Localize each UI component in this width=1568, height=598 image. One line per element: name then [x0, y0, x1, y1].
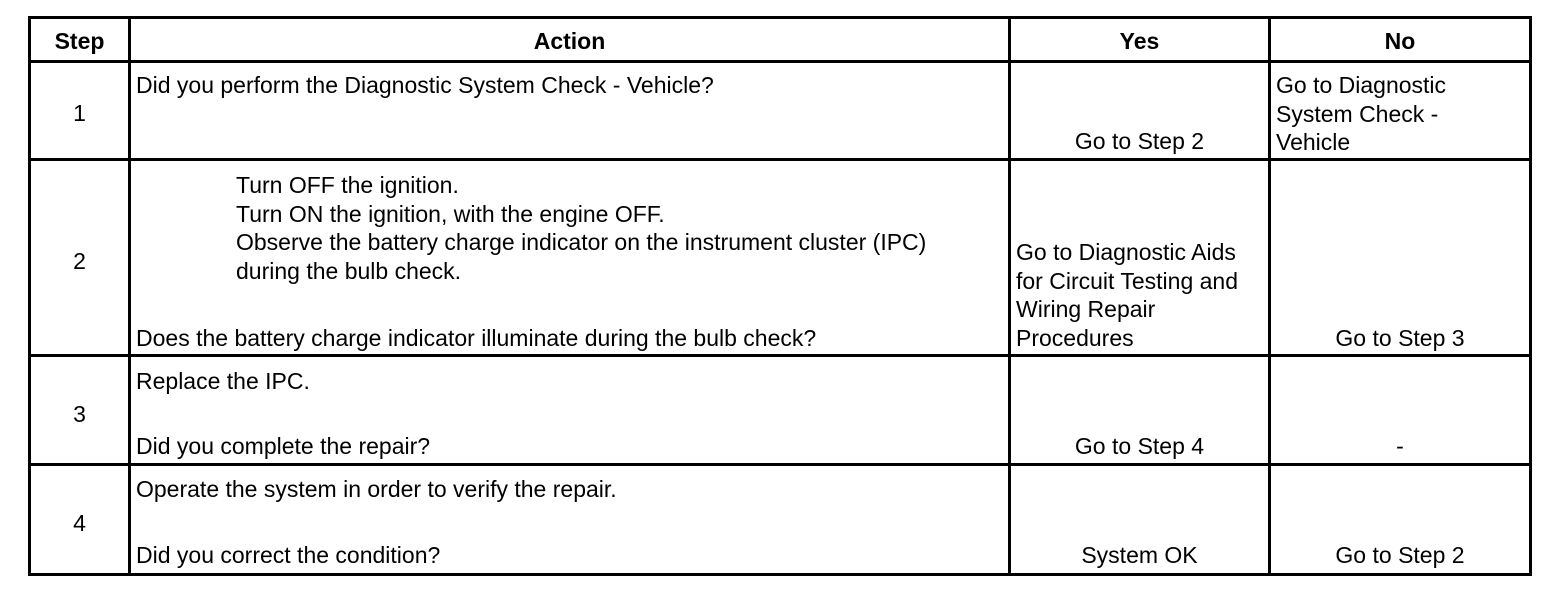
no-line: System Check - [1276, 100, 1439, 127]
action-line: Did you perform the Diagnostic System Check - Vehicle? [136, 72, 714, 98]
no-result [1271, 432, 1529, 461]
action-question: Did you complete the repair? [136, 433, 431, 459]
yes-line: Go to Diagnostic Aids [1016, 239, 1236, 265]
no-result [1276, 71, 1446, 157]
step-number: 2 [73, 248, 86, 274]
action-line: during the bulb check. [236, 257, 462, 284]
yes-line: Go to Step 4 [1074, 433, 1205, 459]
row-divider [31, 60, 1529, 63]
action-question: Does the battery charge indicator illuminate during the bulb check? [136, 325, 817, 351]
diagnostic-table [28, 16, 1532, 576]
header-action: Action [533, 28, 606, 54]
yes-line: Go to Step 2 [1074, 128, 1205, 154]
yes-result [1011, 127, 1268, 156]
header-yes: Yes [1119, 28, 1160, 54]
action-text [236, 171, 926, 285]
yes-line: Wiring Repair [1016, 296, 1156, 322]
no-line: Go to Step 3 [1335, 325, 1465, 351]
action-line: Replace the IPC. [136, 368, 310, 394]
yes-result [1011, 432, 1268, 461]
action-line: Observe the battery charge indicator on the instrument cluster (IPC) [236, 229, 927, 255]
row-divider [31, 354, 1529, 357]
action-text [136, 475, 617, 504]
action-line: Operate the system in order to verify the repair. [136, 476, 617, 502]
column-divider [128, 19, 131, 573]
header-step: Step [54, 28, 105, 54]
step-number: 1 [73, 100, 86, 126]
no-result [1271, 541, 1529, 570]
step-number: 4 [73, 510, 86, 536]
action-text [136, 71, 714, 100]
action-line: Turn OFF the ignition. [236, 172, 459, 198]
column-divider [1008, 19, 1011, 573]
yes-line: System OK [1081, 542, 1198, 568]
row-divider [31, 463, 1529, 466]
no-result [1271, 324, 1529, 353]
action-question: Did you correct the condition? [136, 542, 441, 568]
yes-result [1011, 541, 1268, 570]
no-line: Vehicle [1276, 129, 1351, 155]
yes-line: Procedures [1016, 324, 1134, 351]
yes-line: for Circuit Testing and [1016, 267, 1239, 294]
no-line: Go to Diagnostic [1276, 72, 1447, 98]
yes-result [1016, 238, 1238, 352]
header-no: No [1384, 28, 1416, 54]
action-text [136, 367, 310, 396]
column-divider [1268, 19, 1271, 573]
step-number: 3 [73, 401, 86, 427]
no-line: Go to Step 2 [1335, 542, 1465, 568]
no-line: - [1396, 433, 1404, 459]
row-divider [31, 158, 1529, 161]
action-line: Turn ON the ignition, with the engine OFF. [236, 200, 665, 227]
